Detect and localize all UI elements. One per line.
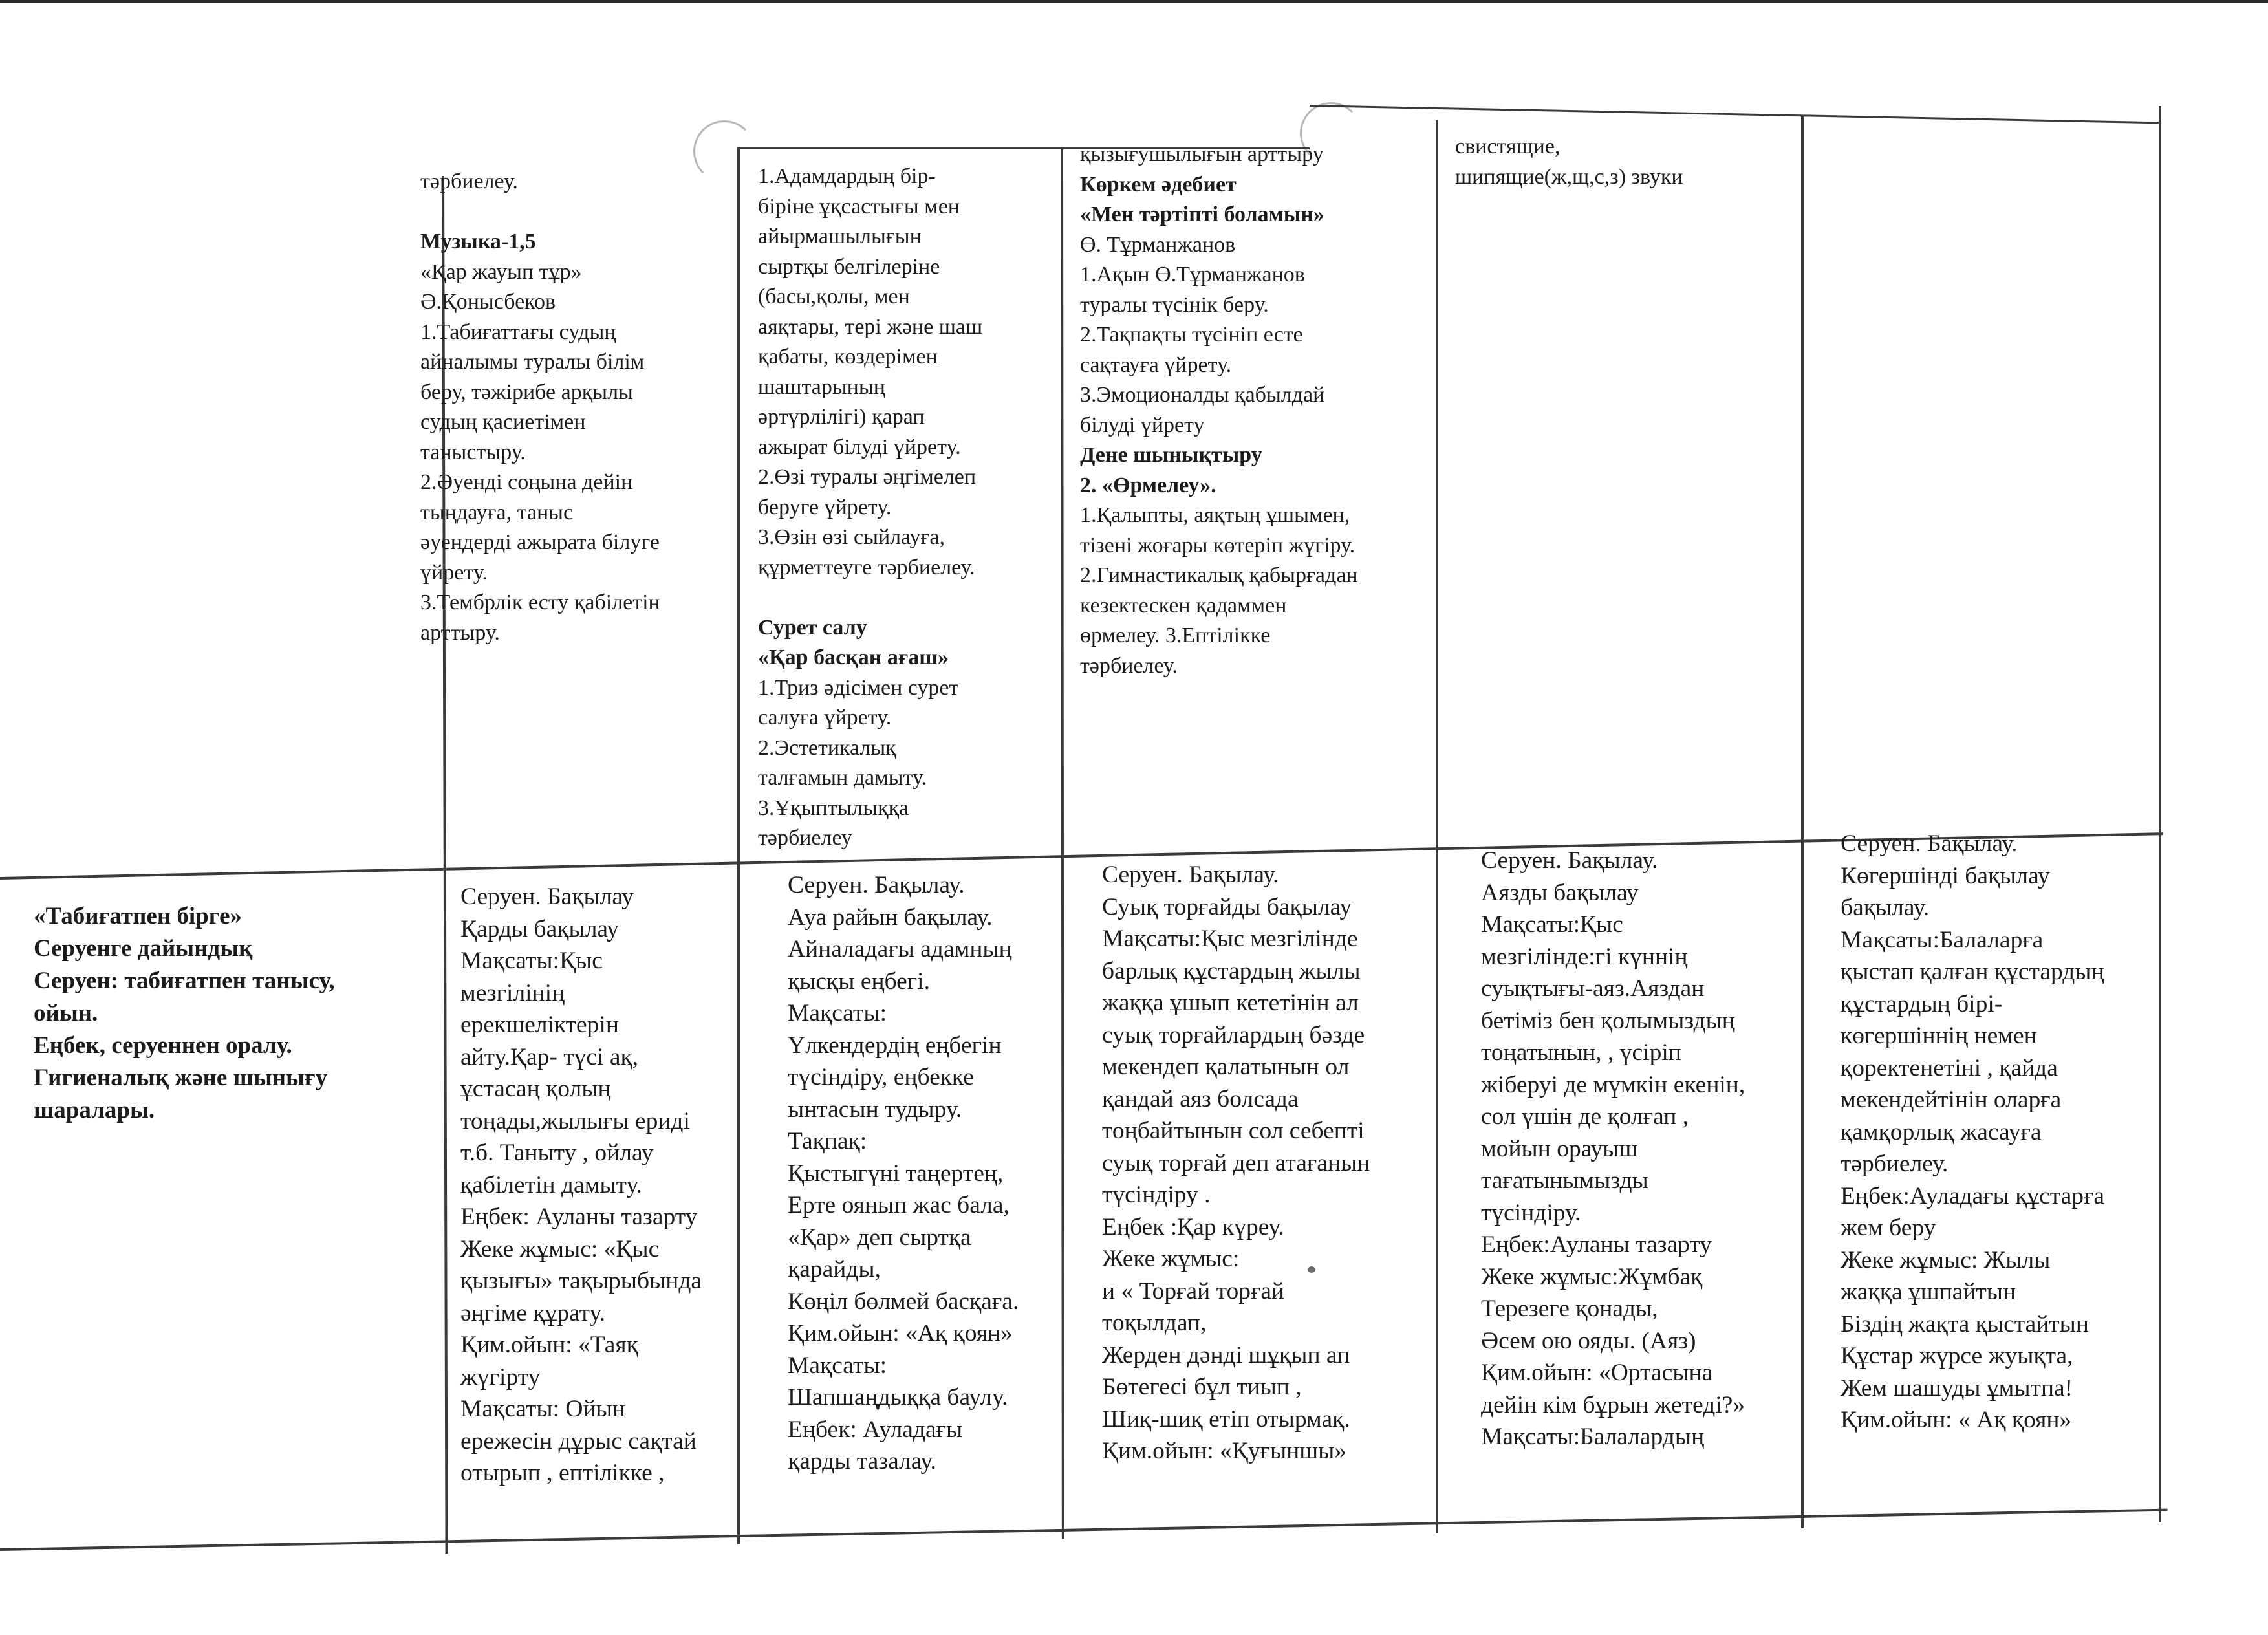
cell-text-line: Серуен. Бақылау. xyxy=(1841,830,2018,857)
cell-text-line: Ерте оянып жас бала, xyxy=(788,1192,1010,1218)
cell-text-line: Қим.ойын: « Ақ қоян» xyxy=(1841,1407,2072,1433)
cell-text-line: 1.Адамдардың бір- xyxy=(758,164,936,188)
cell-text-line: Жеке жұмыс: xyxy=(1102,1246,1240,1272)
column-divider xyxy=(737,149,740,1544)
binder-hole-mark xyxy=(693,120,755,182)
cell-text-line: Жеке жұмыс: Жылы xyxy=(1841,1246,2051,1273)
cell-text-line: «Табиғатпен бірге» xyxy=(34,903,242,929)
cell-text-line: Қим.ойын: «Таяқ xyxy=(460,1332,638,1358)
cell-text-line: тізені жоғары көтеріп жүгіру. xyxy=(1080,533,1355,558)
cell-text-line: тәрбиелеу. xyxy=(1080,653,1178,678)
cell-text-line: түсіндіру, еңбекке xyxy=(788,1064,974,1090)
cell-text-line: и « Торғай торғай xyxy=(1102,1277,1285,1305)
cell-text-line: 2.Әуенді соңына дейін xyxy=(420,470,633,494)
cell-text-line: свистящие, xyxy=(1455,135,1561,158)
column-divider xyxy=(1801,115,1804,1528)
cell-text-line: беру, тәжірибе арқылы xyxy=(420,380,633,404)
cell-text-line: өрмелеу. 3.Ептілікке xyxy=(1080,623,1271,647)
cell-text-line: Еңбек :Қар күреу. xyxy=(1102,1213,1284,1240)
cell-text-line: Бөтегесі бұл тиып , xyxy=(1102,1374,1302,1400)
cell-text-line: Қим.ойын: «Қуғыншы» xyxy=(1102,1438,1347,1464)
cell-text-line: мойын орауыш xyxy=(1481,1135,1638,1162)
cell-text-line: айналымы туралы білім xyxy=(420,350,645,374)
cell-text-line: 1.Триз әдісімен сурет xyxy=(758,675,959,700)
cell-text-line: барлық құстардың жылы xyxy=(1102,957,1361,984)
cell-text-line: ажырат білуді үйрету. xyxy=(758,435,961,459)
cell-text-line: Мақсаты:Балалардың xyxy=(1481,1424,1705,1450)
scan-speck xyxy=(1308,1266,1315,1273)
cell-text-line: Үлкендердің еңбегін xyxy=(788,1032,1002,1059)
cell-text-line: Сурет салу xyxy=(758,615,867,640)
cell-text-line: Қыстыгүні таңертең, xyxy=(788,1160,1004,1187)
cell-text-line: Еңбек: Ауланы тазарту xyxy=(460,1204,698,1230)
cell-text-line: жаққа ұшып кететінін ал xyxy=(1102,990,1359,1016)
cell-text-line: бетіміз бен қолымыздың xyxy=(1481,1007,1735,1034)
cell-text-line: шаштарының xyxy=(758,374,885,399)
cell-text-line: Көңіл бөлмей басқаға. xyxy=(788,1288,1019,1315)
cell-text-line: салуға үйрету. xyxy=(758,706,892,730)
cell-text-line: Серуен. Бақылау. xyxy=(1481,847,1658,874)
table-right-border xyxy=(2159,106,2161,1522)
column-divider xyxy=(1436,120,1438,1533)
cell-text-line: құстардың бірі- xyxy=(1841,990,2003,1017)
cell-text-line: Құстар жүрсе жуықта, xyxy=(1841,1343,2073,1369)
cell-text-line: қысқы еңбегі. xyxy=(788,968,930,995)
cell-text-line: жем беру xyxy=(1841,1215,1936,1241)
cell-text-line: тыңдауға, таныс xyxy=(420,500,574,525)
cell-text-line: Қим.ойын: «Ақ қоян» xyxy=(788,1320,1013,1347)
cell-text-line: Еңбек: Ауладағы xyxy=(788,1416,963,1443)
cell-text-line: Серуен: табиғатпен танысу, xyxy=(34,968,335,994)
cell-text-line: Аязды бақылау xyxy=(1481,879,1639,906)
cell-text-line: тәрбиелеу xyxy=(758,826,852,850)
cell-text-line: Серуен. Бақылау. xyxy=(788,872,965,898)
cell-text-line: білуді үйрету xyxy=(1080,413,1205,437)
cell-text-line: 3.Тембрлік есту қабілетін xyxy=(420,590,660,614)
cell-text-line: әуендерді ажырата білуге xyxy=(420,530,660,554)
cell-text-line: Еңбек:Ауланы тазарту xyxy=(1481,1231,1712,1258)
cell-text-line: 2.Гимнастикалық қабырғадан xyxy=(1080,563,1358,587)
cell-text-line: тәрбиелеу. xyxy=(420,169,518,193)
cell-text-line: қызығы» тақырыбында xyxy=(460,1268,702,1294)
cell-text-line: 2.Эстетикалық xyxy=(758,735,896,760)
cell-text-line: таныстыру. xyxy=(420,440,526,464)
cell-text-line: мезгілінде:гі күннің xyxy=(1481,943,1688,970)
cell-text-line: 3.Эмоционалды қабылдай xyxy=(1080,383,1325,407)
cell-text-line: дейін кім бұрын жетеді?» xyxy=(1481,1391,1745,1418)
cell-text-line: Жерден дәнді шұқып ап xyxy=(1102,1341,1350,1369)
row2-category-cell xyxy=(34,900,334,1127)
cell-text-line: 1.Қалыпты, аяқтың ұшымен, xyxy=(1080,503,1350,527)
cell-text-line: ережесін дұрыс сақтай xyxy=(460,1427,697,1455)
cell-text-line: Ө. Тұрманжанов xyxy=(1080,232,1236,257)
cell-text-line: түсіндіру. xyxy=(1481,1199,1581,1226)
cell-text-line: қандай аяз болсада xyxy=(1102,1085,1299,1112)
cell-text-line: мекендеп қалатынын ол xyxy=(1102,1054,1350,1080)
cell-text-line: тағатынымызды xyxy=(1481,1167,1648,1194)
cell-text-line: біріне ұқсастығы мен xyxy=(758,194,960,219)
cell-text-line: тоңады,жылығы ериді xyxy=(460,1107,690,1134)
cell-text-line: мезгілінің xyxy=(460,979,565,1006)
cell-text-line: Жеке жұмыс:Жұмбақ xyxy=(1481,1263,1703,1290)
cell-text-line: Қарды бақылау xyxy=(460,915,619,942)
cell-text-line: тәрбиелеу. xyxy=(1841,1151,1949,1177)
cell-text-line: «Мен тәртіпті боламын» xyxy=(1080,202,1324,226)
cell-text-line xyxy=(758,583,982,613)
cell-text-line: Тақпақ: xyxy=(788,1128,867,1154)
row2-col2-cell xyxy=(460,881,702,1489)
cell-text-line: Серуен. Бақылау xyxy=(460,883,634,910)
cell-text-line: қарды тазалау. xyxy=(788,1448,936,1475)
row1-col5-cell xyxy=(1455,132,1683,192)
cell-text-line: судың қасиетімен xyxy=(420,410,586,434)
cell-text-line: қыстап қалған құстардың xyxy=(1841,958,2104,985)
cell-text-line: құрметтеуге тәрбиелеу. xyxy=(758,555,975,579)
cell-text-line: кезектескен қадаммен xyxy=(1080,593,1287,618)
cell-text-line: 2. «Өрмелеу». xyxy=(1080,473,1216,497)
cell-text-line: Гигиеналық және шынығу xyxy=(34,1065,328,1091)
cell-text-line: Мақсаты:Қыс мезгілінде xyxy=(1102,926,1358,952)
cell-text-line: Жем шашуды ұмытпа! xyxy=(1841,1374,2073,1402)
cell-text-line: т.б. Таныту , ойлау xyxy=(460,1140,654,1166)
cell-text-line: «Қар жауып тұр» xyxy=(420,259,582,284)
cell-text-line: ұстасаң қолың xyxy=(460,1076,611,1102)
cell-text-line: аяқтары, тері және шаш xyxy=(758,314,983,339)
cell-text-line: қарайды, xyxy=(788,1256,881,1283)
cell-text-line: Көгершінді бақылау xyxy=(1841,862,2050,889)
cell-text-line: Суық торғайды бақылау xyxy=(1102,893,1352,920)
cell-text-line: түсіндіру . xyxy=(1102,1182,1211,1208)
cell-text-line: 1.Ақын Ө.Тұрманжанов xyxy=(1080,263,1305,287)
cell-text-line: Шапшаңдыққа баулу. xyxy=(788,1384,1008,1411)
row2-col4-cell xyxy=(1102,859,1370,1467)
cell-text-line: ынтасын тудыру. xyxy=(788,1096,962,1123)
cell-text-line: Ауа райын бақылау. xyxy=(788,904,993,931)
cell-text-line: Дене шынықтыру xyxy=(1080,443,1262,467)
cell-text-line: 1.Табиғаттағы судың xyxy=(420,319,616,344)
cell-text-line: көгершіннің немен xyxy=(1841,1023,2037,1049)
row-divider xyxy=(0,832,2163,880)
cell-text-line: шипящие(ж,щ,с,з) звуки xyxy=(1455,164,1683,189)
cell-text-line: Мақсаты: Ойын xyxy=(460,1396,625,1422)
cell-text-line: жаққа ұшпайтын xyxy=(1841,1279,2016,1305)
row1-col4-cell xyxy=(1080,140,1358,681)
cell-text-line: айту.Қар- түсі ақ, xyxy=(460,1043,639,1070)
cell-text-line: айырмашылығын xyxy=(758,224,922,248)
cell-text-line: 3.Ұқыптылыққа xyxy=(758,796,909,820)
cell-text-line: Мақсаты:Балаларға xyxy=(1841,926,2044,953)
cell-text-line: Мақсаты: xyxy=(788,1352,887,1379)
cell-text-line: (басы,қолы, мен xyxy=(758,285,910,309)
cell-text-line: Қим.ойын: «Ортасына xyxy=(1481,1359,1713,1386)
cell-text-line: Еңбек:Ауладағы құстарға xyxy=(1841,1182,2105,1209)
cell-text-line: қабілетін дамыту. xyxy=(460,1171,642,1198)
cell-text-line: Мақсаты:Қыс xyxy=(1481,911,1623,938)
cell-text-line: жүгірту xyxy=(460,1363,541,1391)
cell-text-line: бақылау. xyxy=(1841,894,1929,921)
cell-text-line: сыртқы белгілеріне xyxy=(758,254,940,279)
cell-text-line: туралы түсінік беру. xyxy=(1080,292,1269,317)
cell-text-line: Әсем ою ояды. (Аяз) xyxy=(1481,1327,1696,1354)
cell-text-line xyxy=(420,197,660,228)
cell-text-line: Көркем әдебиет xyxy=(1080,172,1237,197)
cell-text-line: Жеке жұмыс: «Қыс xyxy=(460,1235,660,1262)
cell-text-line: мекендейтінін оларға xyxy=(1841,1087,2062,1113)
cell-text-line: Мақсаты: xyxy=(788,1000,887,1026)
cell-text-line: тоқылдап, xyxy=(1102,1310,1207,1336)
cell-text-line: 3.Өзін өзі сыйлауға, xyxy=(758,525,945,549)
cell-text-line: үйрету. xyxy=(420,560,488,585)
row1-col3-cell xyxy=(758,162,982,854)
cell-text-line: тоңатынын, , үсіріп xyxy=(1481,1039,1681,1066)
cell-text-line: Біздің жақта қыстайтын xyxy=(1841,1310,2089,1337)
cell-text-line: Айналадағы адамның xyxy=(788,936,1012,962)
cell-text-line: Еңбек, серуеннен оралу. xyxy=(34,1032,292,1059)
cell-text-line: шаралары. xyxy=(34,1097,155,1123)
cell-text-line: әртүрлілігі) қарап xyxy=(758,405,925,429)
cell-text-line: беруге үйрету. xyxy=(758,495,892,519)
cell-text-line: Серуенге дайындық xyxy=(34,935,253,962)
cell-text-line: жіберуі де мүмкін екенін, xyxy=(1481,1071,1745,1098)
cell-text-line: отырып , ептілікке , xyxy=(460,1460,665,1486)
cell-text-line: қабаты, көздерімен xyxy=(758,345,938,369)
cell-text-line: Ә.Қонысбеков xyxy=(420,290,556,314)
column-divider xyxy=(1061,149,1064,1539)
cell-text-line: арттыру. xyxy=(420,620,500,645)
cell-text-line: 2.Тақпақты түсініп есте xyxy=(1080,323,1303,347)
cell-text-line: суық торғайлардың бәзде xyxy=(1102,1021,1365,1048)
cell-text-line: «Қар» деп сыртқа xyxy=(788,1224,971,1251)
scan-top-edge xyxy=(0,0,2268,3)
cell-text-line: ойын. xyxy=(34,1000,98,1026)
cell-text-line: суықтығы-аяз.Аяздан xyxy=(1481,975,1705,1002)
cell-text-line: ерекшеліктерін xyxy=(460,1012,619,1038)
cell-text-line: сақтауға үйрету. xyxy=(1080,352,1232,377)
cell-text-line: Серуен. Бақылау. xyxy=(1102,861,1279,888)
cell-text-line: тоңбайтынын сол себепті xyxy=(1102,1118,1365,1144)
row2-col3-cell xyxy=(788,869,1019,1478)
row2-col6-cell xyxy=(1841,828,2104,1436)
cell-text-line: қоректенетіні , қайда xyxy=(1841,1054,2058,1081)
cell-text-line: талғамын дамыту. xyxy=(758,766,927,790)
row2-col5-cell xyxy=(1481,845,1745,1453)
cell-text-line: «Қар басқан ағаш» xyxy=(758,645,949,669)
cell-text-line: әңгіме құрату. xyxy=(460,1299,605,1326)
cell-text-line: Терезеге қонады, xyxy=(1481,1295,1658,1322)
cell-text-line: қамқорлық жасауға xyxy=(1841,1118,2042,1145)
cell-text-line: 2.Өзі туралы әңгімелеп xyxy=(758,465,977,489)
table-bottom-border xyxy=(0,1509,2168,1551)
row1-col2-cell xyxy=(420,167,660,648)
cell-text-line: Мақсаты:Қыс xyxy=(460,947,603,974)
cell-text-line: суық торғай деп атағанын xyxy=(1102,1149,1370,1176)
cell-text-line: Шиқ-шиқ етіп отырмақ. xyxy=(1102,1405,1350,1433)
cell-text-line: сол үшін де қолғап , xyxy=(1481,1103,1689,1130)
cell-text-line: Музыка-1,5 xyxy=(420,230,536,254)
cell-text-line: қызығушылығын арттыру xyxy=(1080,142,1324,166)
